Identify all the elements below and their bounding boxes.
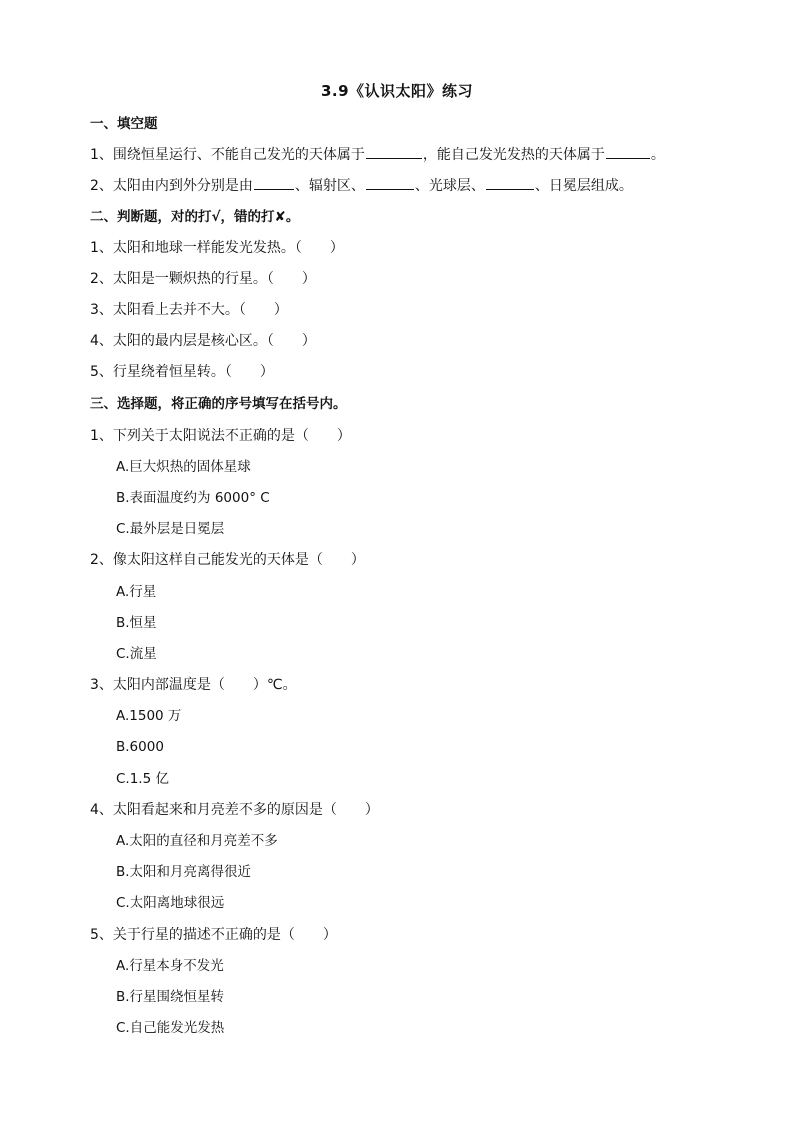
choice-question: 1、下列关于太阳说法不正确的是（ ） [90,428,351,444]
fill-question-2-text-a: 2、太阳由内到外分别是由 [90,178,253,194]
fill-question-2-text-c: 、光球层、 [414,178,485,194]
answer-blank[interactable] [366,146,422,159]
choice-question: 5、关于行星的描述不正确的是（ ） [90,927,337,943]
true-false-item: 5、行星绕着恒星转。（ ） [90,364,274,380]
true-false-item: 1、太阳和地球一样能发光发热。（ ） [90,240,344,256]
choice-question: 3、太阳内部温度是（ ）℃。 [90,677,297,693]
choice-option: A.太阳的直径和月亮差不多 [116,833,278,849]
choice-option: A.行星 [116,584,157,600]
fill-question-2-text-b: 、辐射区、 [294,178,365,194]
true-false-item: 3、太阳看上去并不大。（ ） [90,302,288,318]
section-heading-true-false: 二、判断题，对的打√，错的打✘。 [90,209,300,225]
choice-option: B.表面温度约为 6000° C [116,490,270,506]
choice-option: A.1500 万 [116,708,182,724]
fill-question-1-text-a: 1、围绕恒星运行、不能自己发光的天体属于 [90,147,365,163]
answer-blank[interactable] [366,177,414,190]
choice-option: C.太阳离地球很远 [116,895,225,911]
choice-option: C.流星 [116,646,157,662]
answer-blank[interactable] [486,177,534,190]
fill-question-2 [90,177,633,195]
true-false-item: 4、太阳的最内层是核心区。（ ） [90,333,316,349]
choice-option: A.巨大炽热的固体星球 [116,459,251,475]
fill-question-1-text-b: ，能自己发光发热的天体属于 [422,147,605,163]
choice-question: 2、像太阳这样自己能发光的天体是（ ） [90,552,365,568]
section-heading-fill-blank: 一、填空题 [90,116,158,132]
choice-option: B.6000 [116,739,164,755]
choice-option: C.1.5 亿 [116,771,169,787]
fill-question-2-text-d: 、日冕层组成。 [534,178,633,194]
choice-option: B.太阳和月亮离得很近 [116,864,252,880]
section-heading-multiple-choice: 三、选择题，将正确的序号填写在括号内。 [90,396,347,412]
page-title: 3.9《认识太阳》练习 [320,82,474,100]
choice-option: B.恒星 [116,615,157,631]
choice-option: C.自己能发光发热 [116,1020,225,1036]
answer-blank[interactable] [254,177,294,190]
true-false-item: 2、太阳是一颗炽热的行星。（ ） [90,271,316,287]
choice-option: C.最外层是日冕层 [116,521,225,537]
fill-question-1-text-c: 。 [650,147,665,163]
choice-question: 4、太阳看起来和月亮差不多的原因是（ ） [90,802,379,818]
choice-option: A.行星本身不发光 [116,958,224,974]
choice-option: B.行星围绕恒星转 [116,989,225,1005]
answer-blank[interactable] [606,146,650,159]
fill-question-1 [90,146,665,164]
